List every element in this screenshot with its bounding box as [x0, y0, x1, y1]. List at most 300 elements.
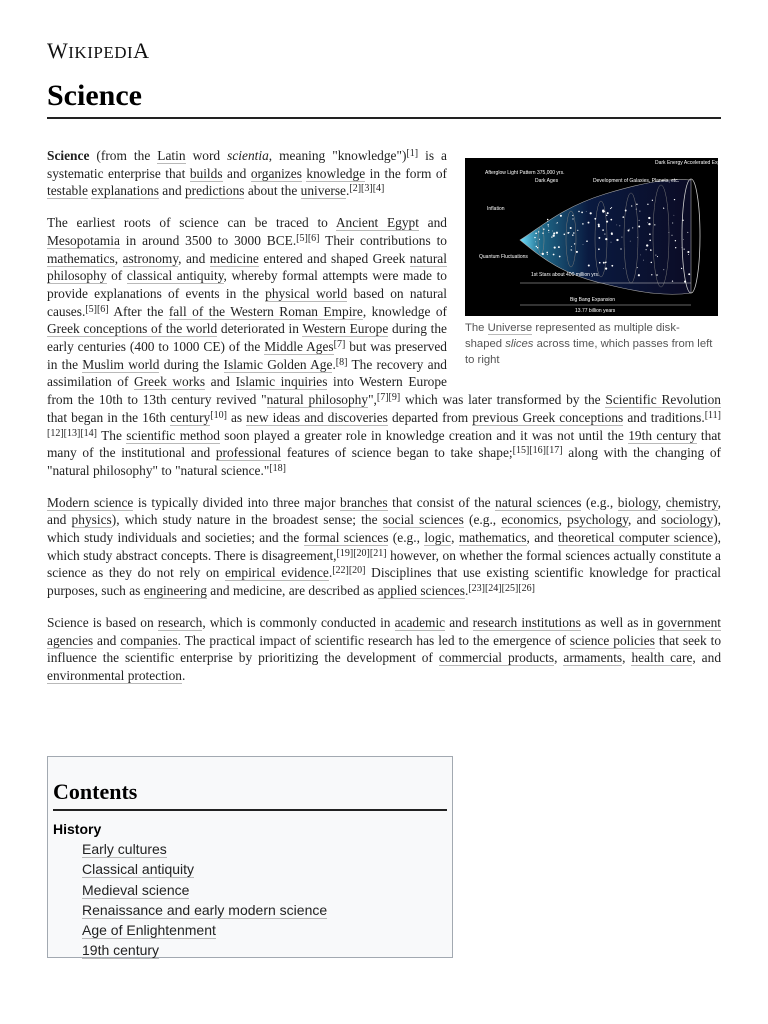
star — [538, 231, 539, 232]
star — [602, 229, 604, 231]
text-run: . — [464, 583, 469, 599]
star — [605, 238, 607, 240]
label-inflation: Inflation — [487, 206, 505, 212]
citation-ref[interactable]: [11][12][13][14] — [47, 409, 721, 439]
text-run: The recovery and assimilation of — [47, 356, 447, 390]
star — [573, 232, 575, 234]
star — [611, 265, 613, 267]
article-link[interactable]: formal sciences — [303, 530, 389, 546]
star — [671, 235, 672, 236]
text-run: (from the — [89, 148, 158, 163]
citation-ref[interactable]: [19][20][21] — [336, 547, 387, 559]
article-link[interactable]: research — [157, 614, 203, 630]
star — [543, 228, 545, 230]
star — [542, 253, 544, 255]
star — [674, 215, 675, 216]
text-run: that seek to influence the scientific enterprise by prioritizing the development of — [47, 632, 722, 666]
star — [536, 246, 537, 247]
star — [547, 221, 548, 222]
caption-post: across time, which passes from left to right — [465, 338, 713, 366]
text-run: based on natural causes. — [47, 285, 447, 319]
star — [604, 234, 605, 235]
star — [583, 244, 584, 245]
text-run: Disciplines that use existing scientific knowledge for practical purposes, such as — [47, 565, 721, 599]
star — [553, 254, 555, 256]
article-link[interactable]: previous Greek conceptions — [472, 409, 624, 425]
article-link[interactable]: organizes — [250, 165, 302, 181]
label-dark-ages: Dark Ages — [535, 178, 559, 184]
star — [646, 244, 648, 246]
text-run: , — [114, 250, 123, 266]
star — [647, 222, 648, 223]
star — [655, 255, 656, 256]
star — [549, 232, 550, 233]
star — [648, 223, 650, 225]
article-link[interactable]: engineering — [143, 583, 207, 599]
text-run: and medicine, are described as — [206, 583, 378, 599]
star — [548, 230, 549, 231]
article-link[interactable]: explanations — [91, 183, 159, 199]
text-run: features of science began to take shape; — [281, 445, 513, 461]
text-run: ), which study abstract concepts. There is disagreement, — [47, 530, 721, 563]
article-link[interactable]: Muslim world — [82, 356, 160, 372]
toc-item[interactable]: Early cultures — [82, 841, 167, 857]
text-run: Their contributions to — [319, 232, 447, 248]
text-run: and — [93, 632, 121, 648]
text-run: and — [205, 374, 236, 390]
text-run: . — [181, 667, 186, 683]
star — [648, 217, 650, 219]
article-link[interactable]: scientific method — [126, 427, 220, 443]
article-link[interactable]: predictions — [184, 183, 245, 199]
star — [619, 225, 620, 226]
star — [557, 222, 558, 223]
star — [625, 210, 627, 212]
citation-ref[interactable]: [5][6] — [85, 303, 109, 315]
article-link[interactable]: physics — [71, 512, 112, 528]
article-link[interactable]: physical world — [265, 285, 348, 301]
caption-mid: represented as multiple disk-shaped — [465, 322, 680, 350]
star — [547, 254, 548, 255]
text-run: , whereby formal attempts were made to provide explanations of events in the — [47, 268, 447, 301]
text-run: , and — [692, 650, 722, 666]
article-link[interactable]: biology — [617, 494, 658, 510]
text-run: that many of the institutional and — [47, 427, 721, 461]
article-link[interactable]: sociology — [661, 512, 714, 528]
text-run: is a systematic enterprise that — [47, 148, 448, 181]
article-body — [47, 147, 736, 699]
citation-ref[interactable]: [5][6] — [296, 232, 320, 244]
star — [657, 256, 658, 257]
text-run: , and — [178, 250, 210, 266]
text-run: and — [445, 614, 473, 630]
text-run: ", — [368, 392, 377, 408]
star — [599, 262, 601, 264]
star — [611, 233, 613, 235]
star — [586, 211, 587, 212]
italic-term: scientia — [227, 148, 269, 163]
article-link[interactable]: classical antiquity — [126, 268, 224, 284]
star — [582, 223, 584, 225]
text-run: . — [332, 356, 336, 372]
star — [628, 230, 630, 232]
star — [556, 223, 557, 224]
star — [574, 243, 575, 244]
text-run: , and — [628, 512, 662, 528]
label-quantum: Quantum Fluctuations — [479, 254, 528, 260]
article-link[interactable]: testable — [47, 183, 88, 199]
toc-item[interactable]: 19th century — [82, 942, 160, 959]
star — [630, 241, 631, 242]
article-link[interactable]: theoretical computer science — [557, 530, 714, 546]
star — [537, 247, 538, 248]
text-run: that began in the 16th — [47, 409, 171, 425]
logo-middle-letters: IKIPEDI — [68, 43, 134, 62]
star — [607, 212, 609, 214]
star — [637, 237, 638, 238]
article-link[interactable]: professional — [215, 445, 282, 461]
text-run: , — [558, 512, 568, 528]
star — [675, 240, 676, 241]
article-link[interactable]: mathematics — [47, 250, 115, 266]
star — [588, 264, 590, 266]
star — [588, 222, 590, 224]
star — [675, 247, 676, 248]
star — [558, 246, 560, 248]
toc-item[interactable]: Renaissance and early modern science — [82, 901, 328, 918]
star — [649, 233, 651, 235]
article-link[interactable]: government agencies — [47, 614, 721, 648]
text-run: and traditions. — [623, 409, 705, 425]
citation-ref[interactable]: [18] — [269, 462, 286, 474]
star — [681, 268, 682, 269]
logo-last-letter: A — [133, 38, 150, 63]
star — [576, 251, 578, 253]
star — [539, 239, 540, 240]
citation-ref[interactable]: [8] — [335, 356, 348, 368]
text-run: . — [328, 565, 333, 581]
text-run: departed from — [387, 409, 473, 425]
article-link[interactable]: natural sciences — [495, 494, 582, 510]
article-link[interactable]: economics — [501, 512, 559, 528]
citation-ref[interactable]: [23][24][25][26] — [468, 583, 535, 595]
article-link[interactable]: Mesopotamia — [47, 232, 120, 248]
article-link[interactable]: applied sciences — [377, 583, 465, 599]
star — [610, 208, 611, 209]
star — [682, 247, 683, 248]
text-run: deteriorated in — [217, 321, 303, 337]
text-run: in the form of — [365, 165, 447, 181]
text-run: , — [622, 650, 632, 666]
article-link[interactable]: branches — [340, 494, 388, 510]
star — [663, 269, 664, 270]
star — [590, 212, 592, 214]
article-link[interactable]: new ideas and discoveries — [246, 409, 388, 425]
text-run: ), which study nature in the broadest sense; the — [111, 512, 383, 528]
article-link[interactable]: Western Europe — [302, 321, 389, 337]
star — [610, 219, 612, 221]
article-link[interactable]: empirical evidence — [225, 565, 329, 581]
star — [594, 218, 596, 220]
star — [650, 249, 652, 251]
star — [547, 219, 549, 221]
label-afterglow: Afterglow Light Pattern 375,000 yrs. — [485, 170, 565, 176]
toc-item[interactable]: Classical antiquity — [82, 861, 195, 878]
text-run: The earliest roots of science can be traced to — [47, 215, 336, 231]
article-link[interactable]: Greek works — [134, 374, 206, 390]
article-link[interactable]: companies — [120, 632, 178, 648]
article-link[interactable]: mathematics — [458, 530, 527, 546]
text-run: during the early centuries (400 to 1000 CE) of the — [47, 321, 447, 355]
star — [632, 227, 633, 228]
star — [598, 225, 600, 227]
star — [577, 230, 578, 231]
star — [581, 212, 583, 214]
star — [567, 232, 569, 234]
logo-first-letter: W — [47, 38, 69, 63]
star — [669, 232, 670, 233]
text-run: , which is commonly conducted in — [202, 614, 395, 630]
star — [553, 232, 555, 234]
star — [586, 240, 588, 242]
text-run: Science is based on — [47, 614, 158, 630]
citation-ref[interactable]: [7] — [333, 339, 346, 351]
article-link[interactable]: academic — [394, 614, 446, 630]
star — [637, 267, 638, 268]
article-link[interactable]: natural philosophy — [266, 392, 369, 408]
star — [552, 231, 553, 232]
table-of-contents — [47, 756, 453, 958]
page-title: Science — [47, 79, 142, 112]
article-link[interactable]: fall of the Western Roman Empire — [168, 303, 363, 319]
star — [542, 232, 543, 233]
star — [556, 232, 558, 234]
star — [688, 254, 689, 255]
text-run: during the — [159, 356, 224, 372]
text-run: which was later transformed by the — [400, 392, 606, 408]
bold-term: Science — [47, 148, 90, 163]
star — [640, 255, 641, 256]
label-development: Development of Galaxies, Planets, etc. — [593, 178, 680, 184]
text-run: as — [226, 409, 247, 425]
article-link[interactable]: Modern science — [47, 494, 134, 510]
star — [656, 274, 658, 276]
star — [560, 215, 562, 217]
star — [629, 229, 630, 230]
article-link[interactable]: Ancient Egypt — [335, 215, 419, 231]
article-link[interactable]: Islamic inquiries — [235, 374, 328, 390]
star — [674, 199, 675, 200]
star — [551, 236, 552, 237]
text-run: soon played a greater role in knowledge creation and it was not until the — [219, 427, 629, 443]
star — [638, 226, 640, 228]
title-divider — [47, 117, 721, 119]
star — [682, 220, 683, 221]
citation-ref[interactable]: [22][20] — [332, 565, 366, 577]
article-link[interactable]: commercial products — [438, 650, 555, 666]
article-link[interactable]: medicine — [209, 250, 259, 266]
universe-figure — [465, 158, 736, 368]
star — [639, 220, 640, 221]
star — [622, 216, 624, 218]
citation-ref[interactable]: [10] — [210, 409, 227, 421]
paragraph — [47, 614, 721, 685]
text-run: , — [451, 530, 459, 546]
star — [605, 268, 607, 270]
star — [631, 205, 632, 206]
star — [559, 256, 561, 258]
toc-list — [48, 839, 452, 961]
text-run: word — [185, 148, 228, 163]
star — [649, 240, 651, 242]
star — [646, 249, 647, 250]
star — [654, 224, 655, 225]
text-run: , and — [47, 494, 721, 528]
text-run: in around 3500 to 3000 BCE. — [119, 232, 297, 248]
text-run: and — [418, 215, 447, 231]
caption-pre: The — [465, 322, 488, 334]
star — [616, 225, 617, 226]
star — [606, 262, 607, 263]
article-link[interactable]: health care — [631, 650, 693, 666]
toc-section-history[interactable]: History — [53, 821, 102, 837]
star — [547, 224, 548, 225]
star — [603, 262, 605, 264]
text-run: about the — [244, 183, 301, 199]
article-link[interactable]: knowledge — [306, 165, 366, 181]
article-link[interactable]: chemistry — [665, 494, 718, 510]
star — [687, 251, 689, 253]
article-link[interactable]: Middle Ages — [264, 339, 334, 355]
star — [639, 211, 640, 212]
star — [688, 273, 690, 275]
article-link[interactable]: psychology — [567, 512, 629, 528]
star — [535, 242, 536, 243]
toc-divider — [53, 809, 447, 811]
star — [564, 234, 566, 236]
star — [643, 260, 644, 261]
paragraph — [47, 494, 721, 600]
star — [611, 242, 612, 243]
article-link[interactable]: universe — [300, 183, 347, 199]
star — [636, 203, 638, 205]
star — [663, 207, 664, 208]
text-run: of — [106, 268, 127, 284]
article-link[interactable]: social sciences — [382, 512, 464, 528]
citation-ref[interactable]: [15][16][17] — [512, 445, 563, 457]
star — [554, 247, 556, 249]
text-run: (e.g., — [388, 530, 425, 546]
star — [621, 237, 622, 238]
star — [687, 232, 688, 233]
caption-link-universe[interactable]: Universe — [487, 322, 533, 334]
star — [571, 249, 572, 250]
citation-ref[interactable]: [7][9] — [376, 392, 401, 404]
article-link[interactable]: Greek conceptions of the world — [47, 321, 218, 337]
text-run: is typically divided into three major — [133, 494, 340, 510]
text-run: and — [158, 183, 185, 199]
star — [572, 234, 574, 236]
article-link[interactable]: builds — [189, 165, 223, 181]
text-run: but was preserved in the — [47, 339, 448, 372]
article-link[interactable]: 19th century — [628, 427, 697, 443]
label-first-stars: 1st Stars about 400 million yrs. — [531, 272, 600, 278]
text-run: , knowledge of — [362, 303, 447, 319]
text-run: (e.g., — [463, 512, 502, 528]
label-big-bang: Big Bang Expansion — [570, 297, 616, 303]
article-link[interactable]: logic — [424, 530, 452, 546]
star — [570, 227, 572, 229]
star — [616, 239, 618, 241]
star — [548, 226, 549, 227]
toc-item[interactable]: Medieval science — [82, 881, 190, 898]
article-link[interactable]: research institutions — [472, 614, 581, 630]
article-link[interactable]: environmental protection — [47, 667, 182, 683]
caption-emphasis: slices — [505, 338, 534, 350]
wikipedia-logo[interactable] — [47, 38, 150, 64]
star — [651, 274, 652, 275]
article-link[interactable]: astronomy — [122, 250, 179, 266]
article-link[interactable]: Islamic Golden Age — [223, 356, 333, 372]
toc-item[interactable]: Age of Enlightenment — [82, 922, 216, 939]
universe-image[interactable] — [465, 158, 736, 316]
text-run: along with the changing of "natural philosophy" to "natural science." — [47, 445, 721, 478]
text-run: . The practical impact of scientific research has led to the emergence of — [177, 632, 570, 648]
citation-ref[interactable]: [2][3][4] — [349, 183, 385, 195]
star — [611, 232, 612, 233]
article-link[interactable]: century — [170, 409, 211, 425]
article-link[interactable]: natural philosophy — [47, 250, 447, 284]
star — [602, 210, 604, 212]
star — [672, 222, 673, 223]
star — [651, 262, 653, 264]
star — [663, 208, 664, 209]
article-link[interactable]: Latin — [157, 148, 186, 163]
star — [569, 232, 570, 233]
text-run: , — [657, 494, 666, 510]
star — [623, 268, 624, 269]
article-link[interactable]: Scientific Revolution — [605, 392, 722, 408]
star — [684, 281, 686, 283]
citation-ref[interactable]: [1] — [406, 148, 419, 159]
article-link[interactable]: science policies — [569, 632, 655, 648]
figure-caption — [465, 320, 715, 368]
label-dark-energy: Dark Energy Accelerated Expansion — [655, 160, 736, 166]
text-run: , and — [526, 530, 558, 546]
text-run: as well as in — [580, 614, 658, 630]
star — [606, 215, 607, 216]
star — [620, 248, 621, 249]
text-run: and — [222, 165, 251, 181]
label-years: 13.77 billion years — [575, 308, 616, 314]
universe-illustration — [465, 158, 736, 316]
star — [684, 249, 685, 250]
star — [647, 204, 648, 205]
text-run: After the — [108, 303, 169, 319]
star — [638, 274, 640, 276]
star — [578, 211, 579, 212]
text-run: . — [346, 183, 350, 199]
text-run: The — [96, 427, 127, 443]
text-run: , — [554, 650, 564, 666]
text-run: into Western Europe from the 10th to 13th century revived " — [47, 374, 448, 408]
star — [652, 200, 653, 201]
article-link[interactable]: armaments — [563, 650, 623, 666]
star — [534, 237, 535, 238]
star — [535, 232, 537, 234]
star — [546, 252, 548, 254]
star — [572, 218, 573, 219]
